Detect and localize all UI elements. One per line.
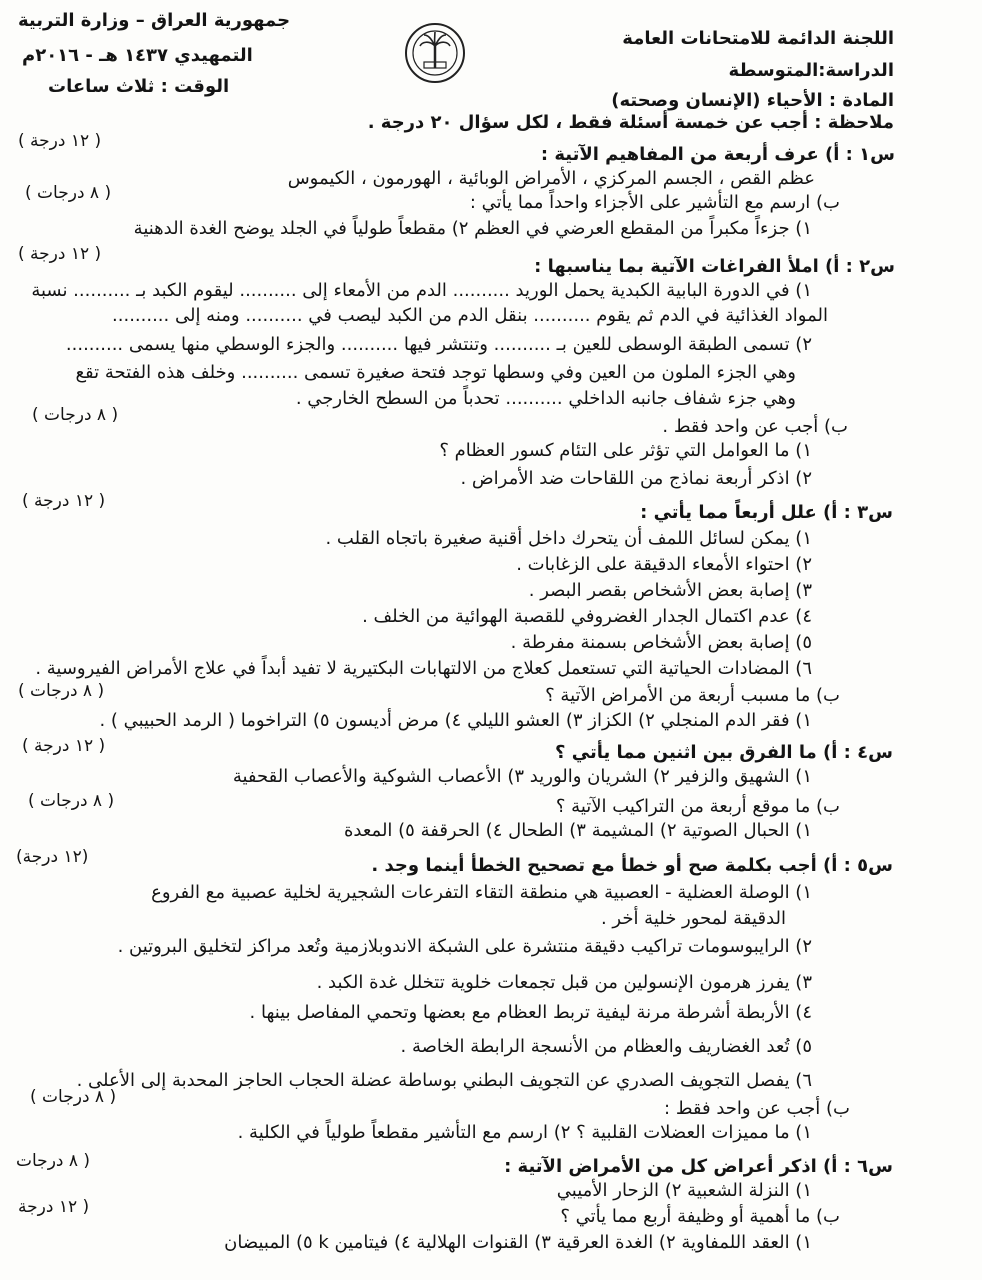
question-line: س١ : أ) عرف أربعة من المفاهيم الآتية : (540, 144, 895, 165)
marks-label: ( ٨ درجات (16, 1151, 91, 1171)
question-line: ٥) إصابة بعض الأشخاص بسمنة مفرطة . (510, 632, 812, 653)
exam-duration: الوقت : ثلاث ساعات (48, 76, 230, 97)
question-line: ١) جزءاً مكبراً من المقطع العرضي في العظم ٢) مقطعاً طولياً في الجلد يوضح الغدة الدهنية (133, 218, 812, 239)
marks-label: ( ٨ درجات ) (18, 681, 105, 701)
question-line: ٥) تُعد الغضاريف والعظام من الأنسجة الرابطة الخاصة . (400, 1036, 812, 1057)
question-line: وهي الجزء الملون من العين وفي وسطها توجد فتحة صغيرة تسمى .......... وخلف هذه الفتحة تقع (75, 362, 796, 383)
question-line: الدقيقة لمحور خلية أخر . (600, 908, 786, 929)
marks-label: ( ٨ درجات ) (32, 405, 119, 425)
question-line: ب) ما مسبب أربعة من الأمراض الآتية ؟ (545, 685, 840, 706)
country-ministry: جمهورية العراق – وزارة التربية (18, 10, 291, 31)
question-line: ٣) إصابة بعض الأشخاص بقصر البصر . (528, 580, 812, 601)
marks-label: ( ١٢ درجة ) (18, 131, 102, 151)
exam-note: ملاحظة : أجب عن خمسة أسئلة فقط ، لكل سؤال ٢٠ درجة . (367, 112, 894, 133)
question-line: ب) أجب عن واحد فقط : (664, 1098, 850, 1119)
marks-label: ( ٨ درجات ) (30, 1087, 117, 1107)
question-line: ١) الحبال الصوتية ٢) المشيمة ٣) الطحال ٤) الحرقفة ٥) المعدة (343, 820, 812, 841)
question-line: ١) يمكن لسائل اللمف أن يتحرك داخل أقنية صغيرة باتجاه القلب . (325, 528, 812, 549)
question-line: ٢) الرايبوسومات تراكيب دقيقة منتشرة على الشبكة الاندوبلازمية وتُعد مراكز لتخليق البروتين . (117, 936, 812, 957)
question-line: ١) ما مميزات العضلات القلبية ؟ ٢) ارسم مع التأشير مقطعاً طولياً في الكلية . (237, 1122, 812, 1143)
question-line: وهي جزء شفاف جانبه الداخلي .......... تحدباً من السطح الخارجي . (295, 388, 796, 409)
question-line: ٢) اذكر أربعة نماذج من اللقاحات ضد الأمراض . (460, 468, 812, 489)
question-line: ب) أجب عن واحد فقط . (662, 416, 848, 437)
marks-label: ( ١٢ درجة (18, 1197, 90, 1217)
question-line: المواد الغذائية في الدم ثم يقوم .......... بنقل الدم من الكبد ليصب في .......... ومنه إلى .......... (112, 305, 828, 326)
question-line: ١) الوصلة العضلية - العصبية هي منطقة التقاء التفرعات الشجيرية لخلية عصبية مع الفروع (151, 882, 812, 903)
question-line: ب) ارسم مع التأشير على الأجزاء واحداً مما يأتي : (469, 192, 840, 213)
exam-session-date: التمهيدي ١٤٣٧ هـ - ٢٠١٦م (22, 45, 253, 66)
committee-name: اللجنة الدائمة للامتحانات العامة (622, 28, 894, 49)
question-line: ٣) يفرز هرمون الإنسولين من قبل تجمعات خلوية تتخلل غدة الكبد . (316, 972, 812, 993)
question-line: ١) فقر الدم المنجلي ٢) الكزاز ٣) العشو الليلي ٤) مرض أديسون ٥) التراخوما ( الرمد الحبيبي ) . (99, 710, 812, 731)
marks-label: ( ١٢ درجة ) (22, 491, 106, 511)
question-line: ب) ما أهمية أو وظيفة أربع مما يأتي ؟ (560, 1206, 840, 1227)
study-level: الدراسة:المتوسطة (728, 60, 894, 81)
question-line: ٢) احتواء الأمعاء الدقيقة على الزغابات . (516, 554, 812, 575)
question-line: س٢ : أ) املأ الفراغات الآتية بما يناسبها : (534, 256, 895, 277)
marks-label: (١٢ درجة) (16, 847, 89, 867)
question-line: ٦) يفصل التجويف الصدري عن التجويف البطني بوساطة عضلة الحجاب الحاجز المحدبة إلى الأعلى . (76, 1070, 812, 1091)
question-line: ١) العقد اللمفاوية ٢) الغدة العرقية ٣) القنوات الهلالية ٤) فيتامين k ٥) المبيضان (224, 1232, 812, 1253)
question-line: س٤ : أ) ما الفرق بين اثنين مما يأتي ؟ (555, 742, 893, 763)
question-line: س٥ : أ) أجب بكلمة صح أو خطأ مع تصحيح الخطأ أينما وجد . (371, 855, 893, 876)
marks-label: ( ١٢ درجة ) (22, 736, 106, 756)
question-line: عظم القص ، الجسم المركزي ، الأمراض الوبائية ، الهورمون ، الكيموس (287, 168, 815, 189)
question-line: ٢) تسمى الطبقة الوسطى للعين بـ .......... وتنتشر فيها .......... والجزء الوسطي منها يسمى .......... (65, 334, 812, 355)
question-line: ٤) عدم اكتمال الجدار الغضروفي للقصبة الهوائية من الخلف . (362, 606, 812, 627)
question-line: ١) ما العوامل التي تؤثر على التئام كسور العظام ؟ (439, 440, 812, 461)
marks-label: ( ٨ درجات ) (25, 183, 112, 203)
question-line: ١) النزلة الشعبية ٢) الزحار الأميبي (556, 1180, 812, 1201)
question-line: ٦) المضادات الحياتية التي تستعمل كعلاج من الالتهابات البكتيرية لا تفيد أبداً في علاج الأمراض الفيروسية . (35, 658, 812, 679)
question-line: ١) في الدورة البابية الكبدية يحمل الوريد .......... الدم من الأمعاء إلى .......... ليقوم الكبد بـ .......... نسبة (31, 280, 812, 301)
marks-label: ( ١٢ درجة ) (18, 244, 102, 264)
question-line: ١) الشهيق والزفير ٢) الشريان والوريد ٣) الأعصاب الشوكية والأعصاب القحفية (232, 766, 812, 787)
question-line: ب) ما موقع أربعة من التراكيب الآتية ؟ (555, 796, 840, 817)
question-line: س٣ : أ) علل أربعاً مما يأتي : (640, 502, 893, 523)
question-line: ٤) الأربطة أشرطة مرنة ليفية تربط العظام مع بعضها وتحمي المفاصل بينها . (249, 1002, 812, 1023)
question-line: س٦ : أ) اذكر أعراض كل من الأمراض الآتية : (504, 1156, 893, 1177)
subject-title: المادة : الأحياء (الإنسان وصحته) (611, 90, 894, 111)
ministry-seal-logo (404, 22, 466, 84)
marks-label: ( ٨ درجات ) (28, 791, 115, 811)
